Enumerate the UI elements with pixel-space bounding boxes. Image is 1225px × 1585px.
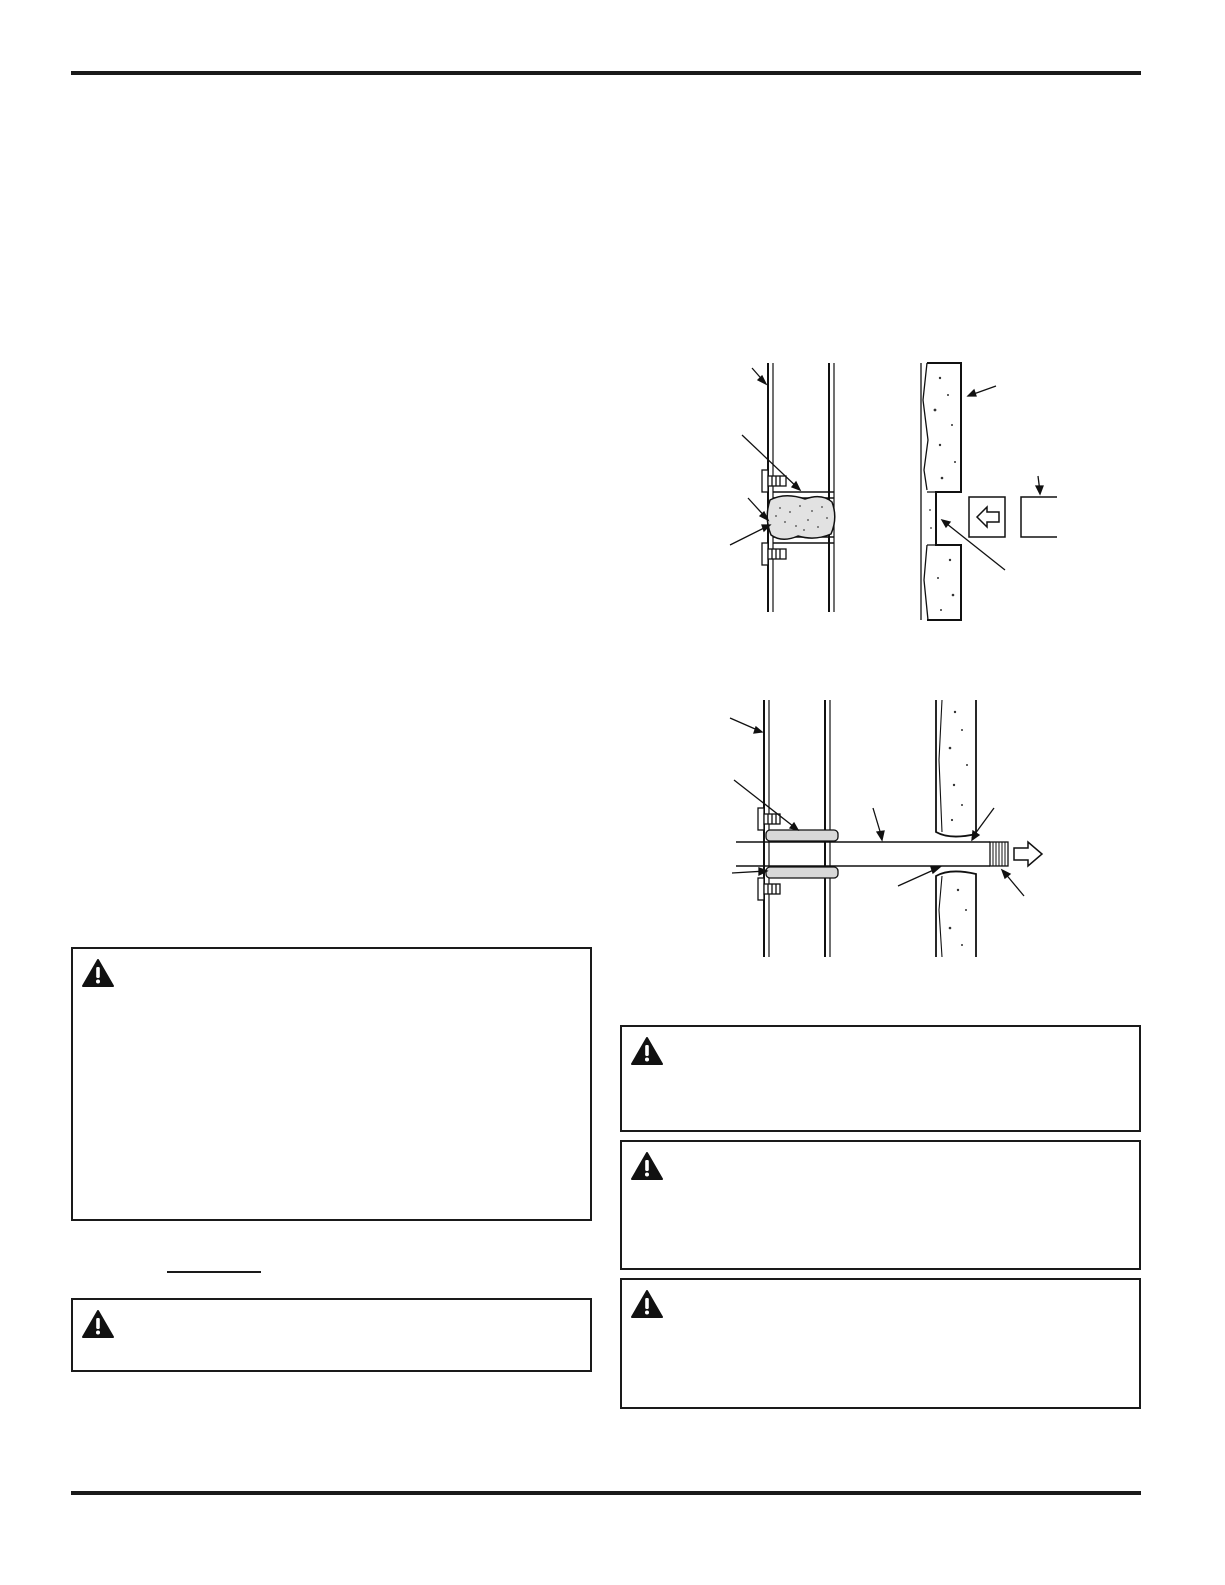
warning-box-right-2 bbox=[620, 1140, 1141, 1270]
warning-box-right-1 bbox=[620, 1025, 1141, 1132]
warning-triangle-icon bbox=[630, 1289, 664, 1319]
header-rule bbox=[71, 71, 1141, 75]
footer-rule bbox=[71, 1491, 1141, 1495]
warning-box-right-3 bbox=[620, 1278, 1141, 1409]
figure-wall-opening-before-pipe bbox=[720, 360, 1070, 630]
warning-box-left-large bbox=[71, 947, 592, 1221]
warning-triangle-icon bbox=[630, 1036, 664, 1066]
warning-box-left-small bbox=[71, 1298, 592, 1372]
warning-triangle-icon bbox=[630, 1151, 664, 1181]
warning-triangle-icon bbox=[81, 1309, 115, 1339]
figure-wall-with-pipe-installed bbox=[720, 695, 1070, 965]
underline-mark bbox=[167, 1271, 261, 1273]
warning-triangle-icon bbox=[81, 958, 115, 988]
